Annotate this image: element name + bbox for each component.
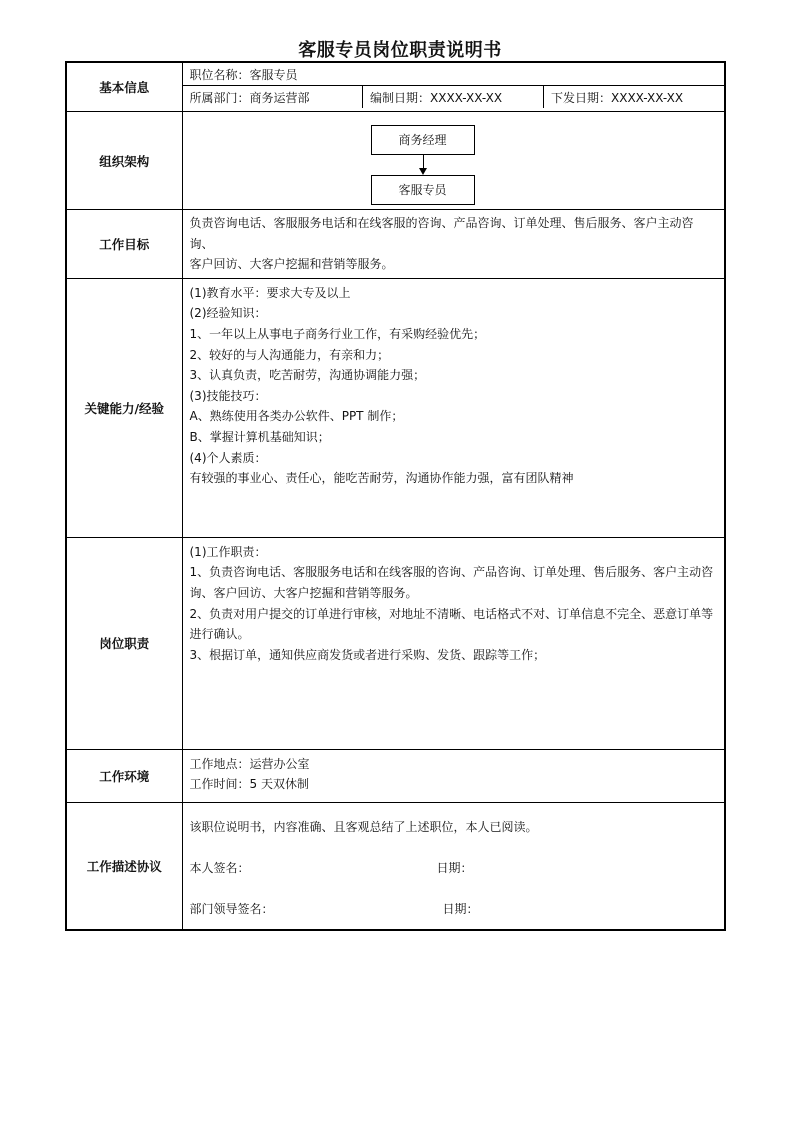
duty-line: 进行确认。 (189, 627, 250, 642)
issue-date: 下发日期：XXXX-XX-XX (544, 86, 725, 109)
duty-line: 2、负责对用户提交的订单进行审核，对地址不清晰、电话格式不对、订单信息不完全、恶意订单等 (189, 606, 714, 621)
duty-row (66, 537, 725, 749)
goal-row (66, 210, 725, 279)
org-cell (182, 112, 725, 210)
work-time: 工作时间：5 天双休制 (189, 777, 309, 792)
position-name: 职位名称：客服专员 (189, 67, 298, 82)
ability-line: 2、较好的与人沟通能力，有亲和力； (189, 347, 390, 362)
agreement-block (183, 803, 725, 929)
ability-line: (2)经验知识： (189, 306, 267, 321)
basic-info-row (66, 62, 725, 112)
ability-list (183, 279, 725, 493)
goal-line: 负责咨询电话、客服服务电话和在线客服的咨询、产品咨询、订单处理、售后服务、客户主动咨询、 (189, 216, 694, 251)
org-box-specialist: 客服专员 (371, 175, 475, 205)
duty-line: (1)工作职责： (189, 544, 267, 559)
goal-cell (182, 210, 725, 279)
self-date-label: 日期： (436, 860, 473, 875)
arrow-down-icon (419, 168, 427, 175)
org-box-manager: 商务经理 (371, 125, 475, 155)
ability-line: (4)个人素质： (189, 450, 267, 465)
agreement-cell (182, 802, 725, 930)
ability-line: B、掌握计算机基础知识； (189, 429, 330, 444)
leader-signature-label: 部门领导签名： (189, 901, 274, 916)
org-connector (423, 155, 424, 169)
env-cell (182, 749, 725, 802)
env-row (66, 749, 725, 802)
goal-line: 客户回访、大客户挖掘和营销等服务。 (189, 257, 394, 272)
goal-text (183, 210, 725, 278)
basic-info-cell (182, 62, 725, 112)
duty-line: 1、负责咨询电话、客服服务电话和在线客服的咨询、产品咨询、订单处理、售后服务、客户主动咨 (189, 565, 714, 580)
org-label: 组织架构 (66, 112, 182, 210)
ability-label: 关键能力/经验 (66, 278, 182, 537)
job-description-table (65, 61, 726, 931)
document-title: 客服专员岗位职责说明书 (298, 40, 502, 61)
duty-cell (182, 537, 725, 749)
ability-line: A、熟练使用各类办公软件、PPT 制作； (189, 409, 404, 424)
org-row (66, 112, 725, 210)
env-list (183, 750, 725, 799)
env-label: 工作环境 (66, 749, 182, 802)
basic-info-grid (183, 63, 725, 108)
self-signature-label: 本人签名： (189, 860, 250, 875)
ability-row (66, 278, 725, 537)
duty-line: 3、根据订单，通知供应商发货或者进行采购、发货、跟踪等工作； (189, 647, 546, 662)
basic-info-label: 基本信息 (66, 62, 182, 112)
agreement-label: 工作描述协议 (66, 802, 182, 930)
ability-line: 1、一年以上从事电子商务行业工作，有采购经验优先； (189, 326, 486, 341)
agreement-statement: 该职位说明书，内容准确、且客观总结了上述职位，本人已阅读。 (189, 819, 538, 834)
ability-line: 有较强的事业心、责任心，能吃苦耐劳，沟通协作能力强，富有团队精神 (189, 471, 574, 486)
duty-line: 询、客户回访、大客户挖掘和营销等服务。 (189, 585, 418, 600)
duty-list (183, 538, 725, 670)
org-chart (183, 112, 725, 209)
department: 所属部门：商务运营部 (183, 86, 363, 109)
ability-line: (3)技能技巧： (189, 388, 267, 403)
leader-date-label: 日期： (442, 901, 479, 916)
ability-line: (1)教育水平：要求大专及以上 (189, 285, 351, 300)
goal-label: 工作目标 (66, 210, 182, 279)
agreement-row (66, 802, 725, 930)
duty-label: 岗位职责 (66, 537, 182, 749)
ability-cell (182, 278, 725, 537)
work-location: 工作地点：运营办公室 (189, 756, 310, 771)
ability-line: 3、认真负责，吃苦耐劳，沟通协调能力强； (189, 368, 426, 383)
compile-date: 编制日期：XXXX-XX-XX (363, 86, 544, 109)
